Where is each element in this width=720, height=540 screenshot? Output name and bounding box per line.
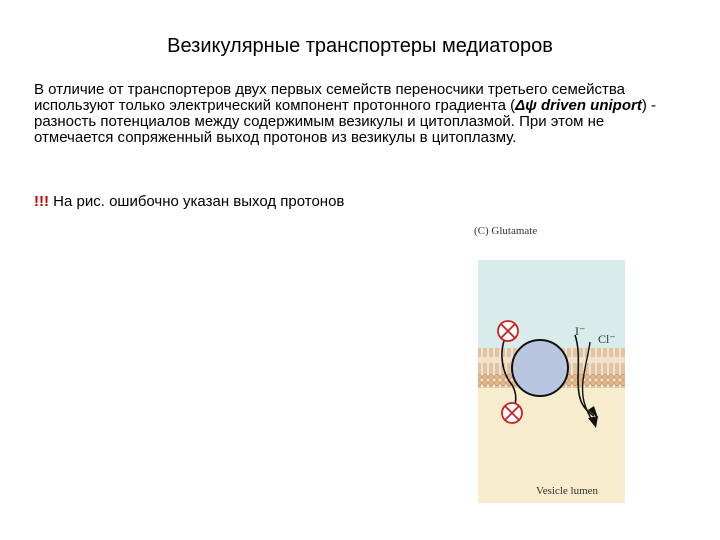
transporter-figure bbox=[470, 220, 630, 510]
chloride-label: Cl⁻ bbox=[598, 332, 616, 346]
warning-text: На рис. ошибочно указан выход протонов bbox=[49, 193, 345, 210]
warning-note bbox=[34, 193, 634, 211]
body-text-emphasis: Δψ driven uniport bbox=[515, 97, 642, 114]
cross-mark-lower bbox=[502, 403, 522, 423]
body-text-part1: В отличие от транспортеров двух первых семейств переносчики третьего семейства используют только электрический компонент протонного градиента ( bbox=[34, 81, 625, 114]
slide-title: Везикулярные транспортеры медиаторов bbox=[167, 35, 553, 57]
cross-mark-upper bbox=[498, 321, 518, 341]
body-paragraph bbox=[34, 82, 684, 146]
transporter-protein bbox=[512, 340, 568, 396]
warning-marks: !!! bbox=[34, 193, 49, 210]
body-text-part2: ) - разность потенциалов между содержимым везикулы и цитоплазмой. При этом не отмечается сопряженный выход протонов из везикулы в цитоплазму. bbox=[34, 97, 657, 146]
transporter-diagram bbox=[470, 220, 630, 510]
figure-caption: (C) Glutamate bbox=[474, 225, 538, 237]
vesicle-lumen-label: Vesicle lumen bbox=[536, 485, 599, 497]
anion-label: I⁻ bbox=[575, 324, 586, 338]
